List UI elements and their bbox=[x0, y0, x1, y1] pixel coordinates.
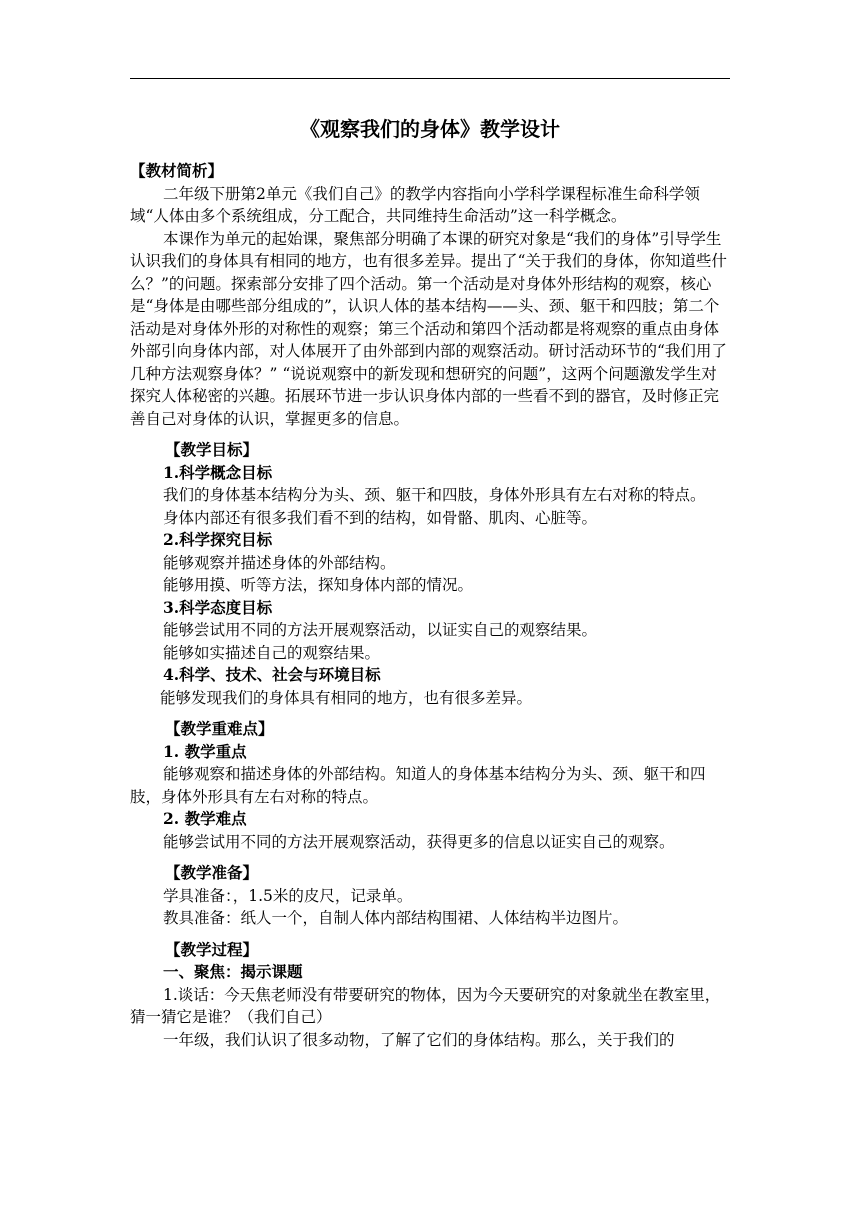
paragraph: 能够如实描述自己的观察结果。 bbox=[163, 643, 381, 662]
subheading: 3.科学态度目标 bbox=[163, 597, 273, 617]
paragraph: 学具准备：，1.5米的皮尺，记录单。 bbox=[163, 886, 413, 905]
paragraph: 身体内部还有很多我们看不到的结构，如骨骼、肌肉、心脏等。 bbox=[163, 508, 598, 527]
section-heading-keypoints: 【教学重难点】 bbox=[165, 719, 274, 738]
paragraph: 能够发现我们的身体具有相同的地方，也有很多差异。 bbox=[160, 688, 533, 707]
subheading: 4.科学、技术、社会与环境目标 bbox=[163, 665, 381, 684]
paragraph: 本课作为单元的起始课，聚焦部分明确了本课的研究对象是“我们的身体”引导学生认识我们的身体具有相同的地方，也有很多差异。提出了“关于我们的身体，你知道些什么？”的问题。探索部分安排了四个活动。第一个活动是对身体外形结构的观察，核心是“身体是由哪些部分组成的”，认识人体的基本结构——头、颈、躯干和四肢；第二个活动是对身体外形的对称性的观察；第三个活动和第四个活动都是将观察的重点由身体外部引向身体内部，对人体展开了由外部到内部的观察活动。研讨活动环节的“我们用了几种方法观察身体？” “说说观察中的新发现和想研究的问题”，这两个问题激发学生对探究人体秘密的兴趣。拓展环节进一步认识身体内部的一些看不到的器官，及时修正完善自己对身体的认识，掌握更多的信息。 bbox=[130, 229, 727, 428]
subheading: 1. 教学重点 bbox=[163, 741, 247, 761]
section-heading-goals: 【教学目标】 bbox=[165, 440, 259, 459]
subheading: 2.科学探究目标 bbox=[163, 530, 273, 549]
paragraph: 能够尝试用不同的方法开展观察活动，获得更多的信息以证实自己的观察。 bbox=[163, 832, 675, 851]
paragraph: 能够用摸、听等方法，探知身体内部的情况。 bbox=[163, 576, 474, 594]
paragraph: 能够观察并描述身体的外部结构。 bbox=[163, 553, 396, 572]
document-title: 《观察我们的身体》教学设计 bbox=[300, 117, 560, 141]
paragraph: 一年级，我们认识了很多动物，了解了它们的身体结构。那么，关于我们的 bbox=[163, 1030, 675, 1049]
subheading: 2. 教学难点 bbox=[163, 809, 247, 828]
paragraph: 二年级下册第2单元《我们自己》的教学内容指向小学科学课程标准生命科学领域“人体由多个系统组成，分工配合，共同维持生命活动”这一科学概念。 bbox=[130, 184, 700, 225]
section-heading-process: 【教学过程】 bbox=[165, 939, 259, 959]
subheading: 一、聚焦：揭示课题 bbox=[163, 962, 303, 981]
subheading: 1.科学概念目标 bbox=[163, 462, 273, 482]
paragraph: 能够尝试用不同的方法开展观察活动，以证实自己的观察结果。 bbox=[163, 621, 598, 639]
header-rule bbox=[130, 78, 730, 79]
document-body bbox=[130, 160, 730, 1051]
section-heading-materials: 【教材简析】 bbox=[130, 161, 224, 180]
paragraph: 我们的身体基本结构分为头、颈、躯干和四肢，身体外形具有左右对称的特点。 bbox=[163, 486, 706, 504]
paragraph: 1.谈话：今天焦老师没有带要研究的物体，因为今天要研究的对象就坐在教室里，猜一猜它是谁？（我们自己） bbox=[130, 985, 721, 1026]
paragraph: 能够观察和描述身体的外部结构。知道人的身体基本结构分为头、颈、躯干和四肢，身体外形具有左右对称的特点。 bbox=[130, 765, 706, 806]
section-heading-prep: 【教学准备】 bbox=[165, 863, 259, 882]
paragraph: 教具准备：纸人一个，自制人体内部结构围裙、人体结构半边图片。 bbox=[163, 909, 629, 927]
